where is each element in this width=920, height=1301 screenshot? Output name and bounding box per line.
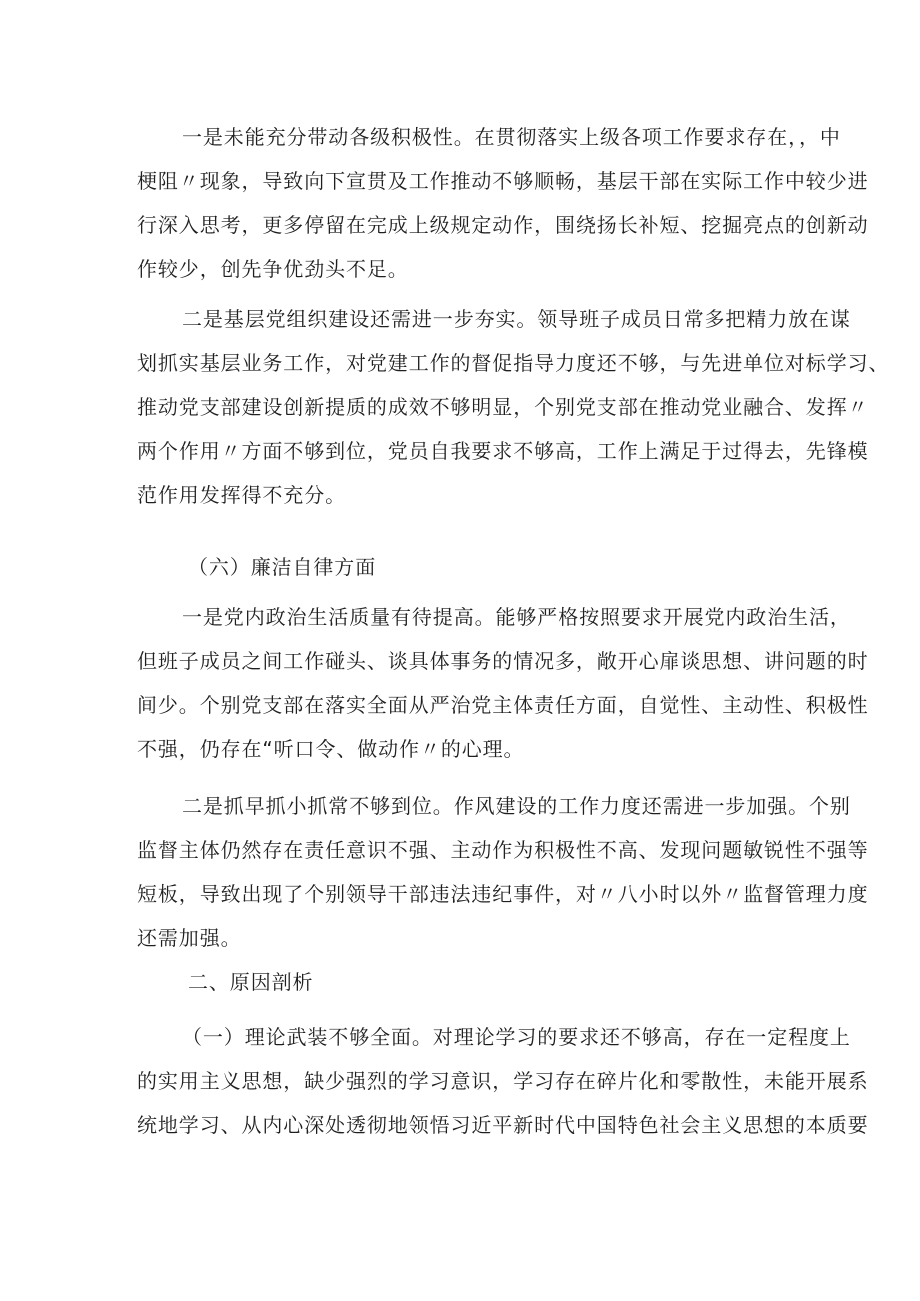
section-heading-cause-analysis bbox=[188, 960, 848, 1004]
paragraph-party-organization bbox=[137, 297, 890, 517]
text-line: 监督主体仍然存在责任意识不强、主动作为积极性不高、发现问题敏锐性不强等 bbox=[137, 838, 869, 862]
text-line: 不强，仍存在“听口令、做动作〃的心理。 bbox=[137, 737, 525, 761]
text-line: 作较少，创先争优劲头不足。 bbox=[137, 257, 409, 281]
text-line: 两个作用〃方面不够到位，党员自我要求不够高，工作上满足于过得去，先锋模 bbox=[137, 439, 869, 463]
text-line: 梗阻〃现象，导致向下宣贯及工作推动不够顺畅，基层干部在实际工作中较少进 bbox=[137, 169, 869, 193]
heading-text: （六）廉洁自律方面 bbox=[188, 555, 377, 579]
paragraph-supervision bbox=[137, 784, 869, 960]
text-line: 一是未能充分带动各级积极性。在贯彻落实上级各项工作要求存在，，中 bbox=[182, 125, 841, 149]
text-line: 行深入思考，更多停留在完成上级规定动作，围绕扬长补短、挖掘亮点的创新动 bbox=[137, 213, 869, 237]
text-line: 还需加强。 bbox=[137, 926, 242, 950]
text-line: 二是抓早抓小抓常不够到位。作风建设的工作力度还需进一步加强。个别 bbox=[182, 794, 851, 818]
text-line: 短板，导致出现了个别领导干部违法违纪事件，对〃八小时以外〃监督管理力度 bbox=[137, 882, 869, 906]
heading-text: 二、原因剖析 bbox=[188, 970, 314, 994]
section-heading-integrity bbox=[188, 545, 848, 589]
text-line: 划抓实基层业务工作，对党建工作的督促指导力度还不够，与先进单位对标学习、 bbox=[137, 351, 890, 375]
text-line: 的实用主义思想，缺少强烈的学习意识，学习存在碎片化和零散性，未能开展系 bbox=[137, 1069, 869, 1093]
text-line: （一）理论武装不够全面。对理论学习的要求还不够高，存在一定程度上 bbox=[182, 1025, 851, 1049]
text-line: 二是基层党组织建设还需进一步夯实。领导班子成员日常多把精力放在谋 bbox=[182, 307, 851, 331]
text-line: 间少。个别党支部在落实全面从严治党主体责任方面，自觉性、主动性、积极性 bbox=[137, 693, 869, 717]
text-line: 范作用发挥得不充分。 bbox=[137, 483, 346, 507]
paragraph-leadership-motivation bbox=[137, 115, 869, 291]
text-line: 统地学习、从内心深处透彻地领悟习近平新时代中国特色社会主义思想的本质要 bbox=[137, 1113, 869, 1137]
text-line: 但班子成员之间工作碰头、谈具体事务的情况多，敞开心扉谈思想、讲问题的时 bbox=[137, 649, 869, 673]
text-line: 一是党内政治生活质量有待提高。能够严格按照要求开展党内政治生活， bbox=[182, 605, 851, 629]
paragraph-political-life bbox=[137, 595, 869, 771]
paragraph-theoretical-study bbox=[137, 1015, 869, 1147]
text-line: 推动党支部建设创新提质的成效不够明显，个别党支部在推动党业融合、发挥〃 bbox=[137, 395, 869, 419]
